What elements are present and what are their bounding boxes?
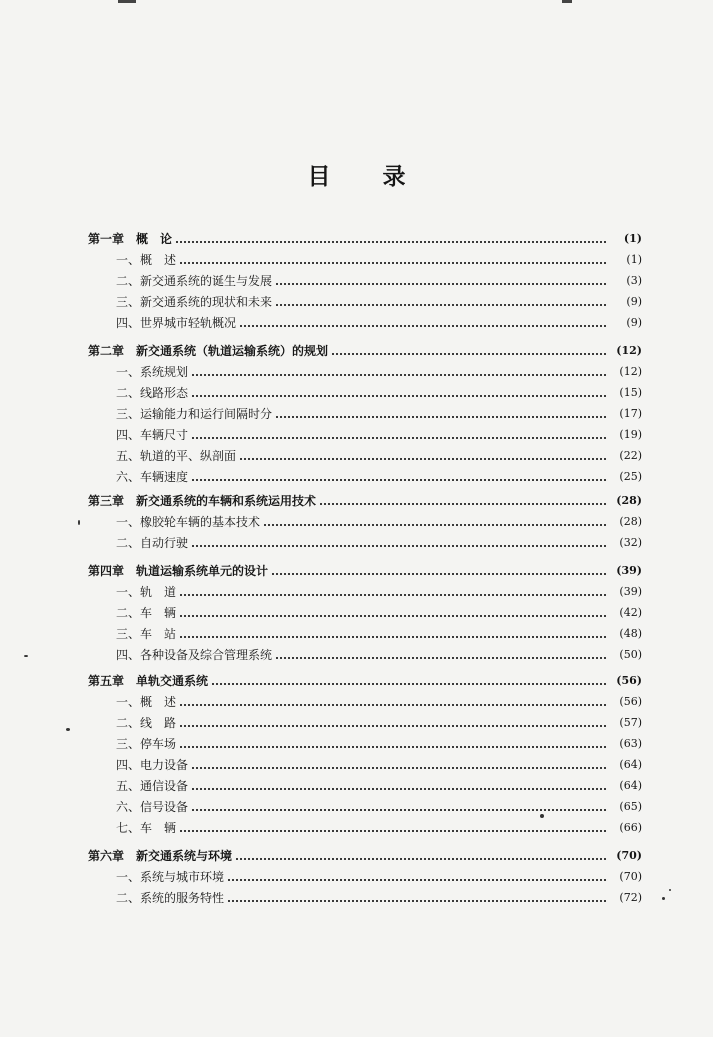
- dot-leader: [180, 725, 606, 727]
- entry-page-number: (17): [619, 407, 642, 420]
- entry-number: 四、: [116, 758, 141, 772]
- entry-page-number: (25): [619, 470, 642, 483]
- toc-section-entry: [116, 291, 642, 309]
- dot-leader: [236, 858, 606, 860]
- toc-section-entry: [116, 691, 642, 709]
- toc-section-entry: [116, 403, 642, 421]
- entry-number: 六、: [116, 470, 141, 484]
- entry-number: 五、: [116, 449, 141, 463]
- entry-page-number: (63): [619, 737, 642, 750]
- toc-section-entry: [116, 466, 642, 484]
- entry-number: 二、: [116, 891, 141, 905]
- entry-title: 世界城市轻轨概况: [140, 316, 237, 330]
- entry-page-number: (9): [626, 295, 642, 308]
- entry-title: 系统规划: [140, 365, 189, 379]
- entry-title: 车 辆: [140, 821, 177, 835]
- toc-section-entry: [116, 733, 642, 751]
- scan-speck: [662, 897, 665, 900]
- dot-leader: [276, 416, 606, 418]
- entry-number: 第五章: [88, 674, 125, 688]
- title-part-1: 目: [307, 163, 331, 190]
- entry-page-number: (12): [616, 344, 642, 357]
- toc-section-entry: [116, 361, 642, 379]
- entry-page-number: (22): [619, 449, 642, 462]
- toc-section-entry: [116, 775, 642, 793]
- entry-number: 第三章: [88, 494, 125, 508]
- entry-page-number: (57): [619, 716, 642, 729]
- entry-page-number: (3): [626, 274, 642, 287]
- toc-section-entry: [116, 445, 642, 463]
- scan-mark: [118, 0, 136, 3]
- toc-section-entry: [116, 532, 642, 550]
- entry-number: 三、: [116, 737, 141, 751]
- entry-title: 各种设备及综合管理系统: [140, 648, 273, 662]
- entry-title: 新交通系统与环境: [136, 849, 233, 863]
- dot-leader: [180, 615, 606, 617]
- entry-number: 一、: [116, 870, 141, 884]
- entry-page-number: (66): [619, 821, 642, 834]
- entry-title: 信号设备: [140, 800, 189, 814]
- entry-number: 一、: [116, 365, 141, 379]
- toc-section-entry: [116, 581, 642, 599]
- scan-speck: [24, 655, 28, 657]
- dot-leader: [192, 374, 606, 376]
- toc-section-entry: [116, 270, 642, 288]
- entry-number: 三、: [116, 627, 141, 641]
- dot-leader: [176, 241, 606, 243]
- toc-chapter-entry: [88, 340, 642, 358]
- dot-leader: [180, 830, 606, 832]
- entry-title: 轨道运输系统单元的设计: [136, 564, 269, 578]
- toc-section-entry: [116, 887, 642, 905]
- dot-leader: [192, 479, 606, 481]
- dot-leader: [320, 503, 606, 505]
- entry-number: 六、: [116, 800, 141, 814]
- entry-page-number: (50): [619, 648, 642, 661]
- entry-page-number: (48): [619, 627, 642, 640]
- dot-leader: [180, 594, 606, 596]
- toc-section-entry: [116, 866, 642, 884]
- dot-leader: [228, 900, 606, 902]
- dot-leader: [192, 788, 606, 790]
- entry-number: 三、: [116, 407, 141, 421]
- entry-title: 轨 道: [140, 585, 177, 599]
- entry-title: 线 路: [140, 716, 177, 730]
- entry-page-number: (56): [616, 674, 642, 687]
- entry-title: 车 辆: [140, 606, 177, 620]
- entry-title: 停车场: [140, 737, 177, 751]
- entry-page-number: (32): [619, 536, 642, 549]
- entry-title: 轨道的平、纵剖面: [140, 449, 237, 463]
- entry-page-number: (39): [619, 585, 642, 598]
- entry-number: 三、: [116, 295, 141, 309]
- entry-title: 系统与城市环境: [140, 870, 225, 884]
- entry-number: 二、: [116, 606, 141, 620]
- entry-page-number: (1): [623, 232, 642, 245]
- dot-leader: [264, 524, 606, 526]
- entry-page-number: (72): [619, 891, 642, 904]
- entry-title: 新交通系统（轨道运输系统）的规划: [136, 344, 329, 358]
- entry-title: 电力设备: [140, 758, 189, 772]
- entry-number: 一、: [116, 585, 141, 599]
- entry-title: 新交通系统的诞生与发展: [140, 274, 273, 288]
- entry-number: 四、: [116, 316, 141, 330]
- dot-leader: [272, 573, 606, 575]
- scan-speck: [669, 889, 671, 891]
- entry-page-number: (12): [619, 365, 642, 378]
- entry-page-number: (9): [626, 316, 642, 329]
- entry-number: 一、: [116, 695, 141, 709]
- toc-chapter-entry: [88, 560, 642, 578]
- scan-speck: [66, 728, 70, 731]
- entry-page-number: (19): [619, 428, 642, 441]
- entry-title: 通信设备: [140, 779, 189, 793]
- entry-number: 四、: [116, 648, 141, 662]
- toc-section-entry: [116, 712, 642, 730]
- dot-leader: [180, 704, 606, 706]
- entry-number: 一、: [116, 253, 141, 267]
- dot-leader: [212, 683, 606, 685]
- entry-number: 二、: [116, 716, 141, 730]
- toc-section-entry: [116, 644, 642, 662]
- entry-title: 橡胶轮车辆的基本技术: [140, 515, 261, 529]
- entry-number: 二、: [116, 536, 141, 550]
- entry-number: 五、: [116, 779, 141, 793]
- entry-page-number: (28): [616, 494, 642, 507]
- entry-number: 第四章: [88, 564, 125, 578]
- entry-title: 线路形态: [140, 386, 189, 400]
- dot-leader: [240, 458, 606, 460]
- entry-title: 车 站: [140, 627, 177, 641]
- entry-title: 概 述: [140, 253, 177, 267]
- entry-page-number: (64): [619, 758, 642, 771]
- entry-number: 七、: [116, 821, 141, 835]
- entry-page-number: (39): [616, 564, 642, 577]
- scan-speck: [78, 520, 80, 525]
- toc-section-entry: [116, 511, 642, 529]
- entry-number: 二、: [116, 386, 141, 400]
- dot-leader: [192, 395, 606, 397]
- dot-leader: [180, 746, 606, 748]
- toc-section-entry: [116, 382, 642, 400]
- entry-number: 第二章: [88, 344, 125, 358]
- entry-page-number: (70): [616, 849, 642, 862]
- entry-page-number: (70): [619, 870, 642, 883]
- entry-title: 自动行驶: [140, 536, 189, 550]
- entry-title: 车辆速度: [140, 470, 189, 484]
- entry-number: 第六章: [88, 849, 125, 863]
- entry-number: 四、: [116, 428, 141, 442]
- entry-title: 新交通系统的现状和未来: [140, 295, 273, 309]
- entry-number: 第一章: [88, 232, 125, 246]
- entry-page-number: (15): [619, 386, 642, 399]
- dot-leader: [192, 767, 606, 769]
- entry-page-number: (56): [619, 695, 642, 708]
- toc-section-entry: [116, 424, 642, 442]
- toc-chapter-entry: [88, 490, 642, 508]
- toc-section-entry: [116, 796, 642, 814]
- toc-section-entry: [116, 623, 642, 641]
- scan-mark: [562, 0, 572, 3]
- dot-leader: [240, 325, 606, 327]
- dot-leader: [276, 304, 606, 306]
- dot-leader: [276, 657, 606, 659]
- entry-number: 二、: [116, 274, 141, 288]
- toc-chapter-entry: [88, 845, 642, 863]
- entry-title: 单轨交通系统: [136, 674, 209, 688]
- entry-page-number: (64): [619, 779, 642, 792]
- entry-title: 车辆尺寸: [140, 428, 189, 442]
- dot-leader: [332, 353, 606, 355]
- entry-title: 运输能力和运行间隔时分: [140, 407, 273, 421]
- dot-leader: [228, 879, 606, 881]
- dot-leader: [192, 545, 606, 547]
- toc-section-entry: [116, 249, 642, 267]
- dot-leader: [180, 262, 606, 264]
- dot-leader: [192, 437, 606, 439]
- entry-title: 概 述: [140, 695, 177, 709]
- entry-title: 新交通系统的车辆和系统运用技术: [136, 494, 317, 508]
- toc-section-entry: [116, 312, 642, 330]
- scan-speck: [540, 814, 544, 818]
- toc-section-entry: [116, 754, 642, 772]
- entry-page-number: (28): [619, 515, 642, 528]
- dot-leader: [192, 809, 606, 811]
- entry-number: 一、: [116, 515, 141, 529]
- dot-leader: [276, 283, 606, 285]
- entry-page-number: (1): [626, 253, 642, 266]
- dot-leader: [180, 636, 606, 638]
- toc-section-entry: [116, 817, 642, 835]
- toc-section-entry: [116, 602, 642, 620]
- title-part-2: 录: [382, 163, 406, 190]
- entry-title: 系统的服务特性: [140, 891, 225, 905]
- toc-chapter-entry: [88, 228, 642, 246]
- toc-chapter-entry: [88, 670, 642, 688]
- entry-page-number: (42): [619, 606, 642, 619]
- entry-page-number: (65): [619, 800, 642, 813]
- entry-title: 概 论: [136, 232, 173, 246]
